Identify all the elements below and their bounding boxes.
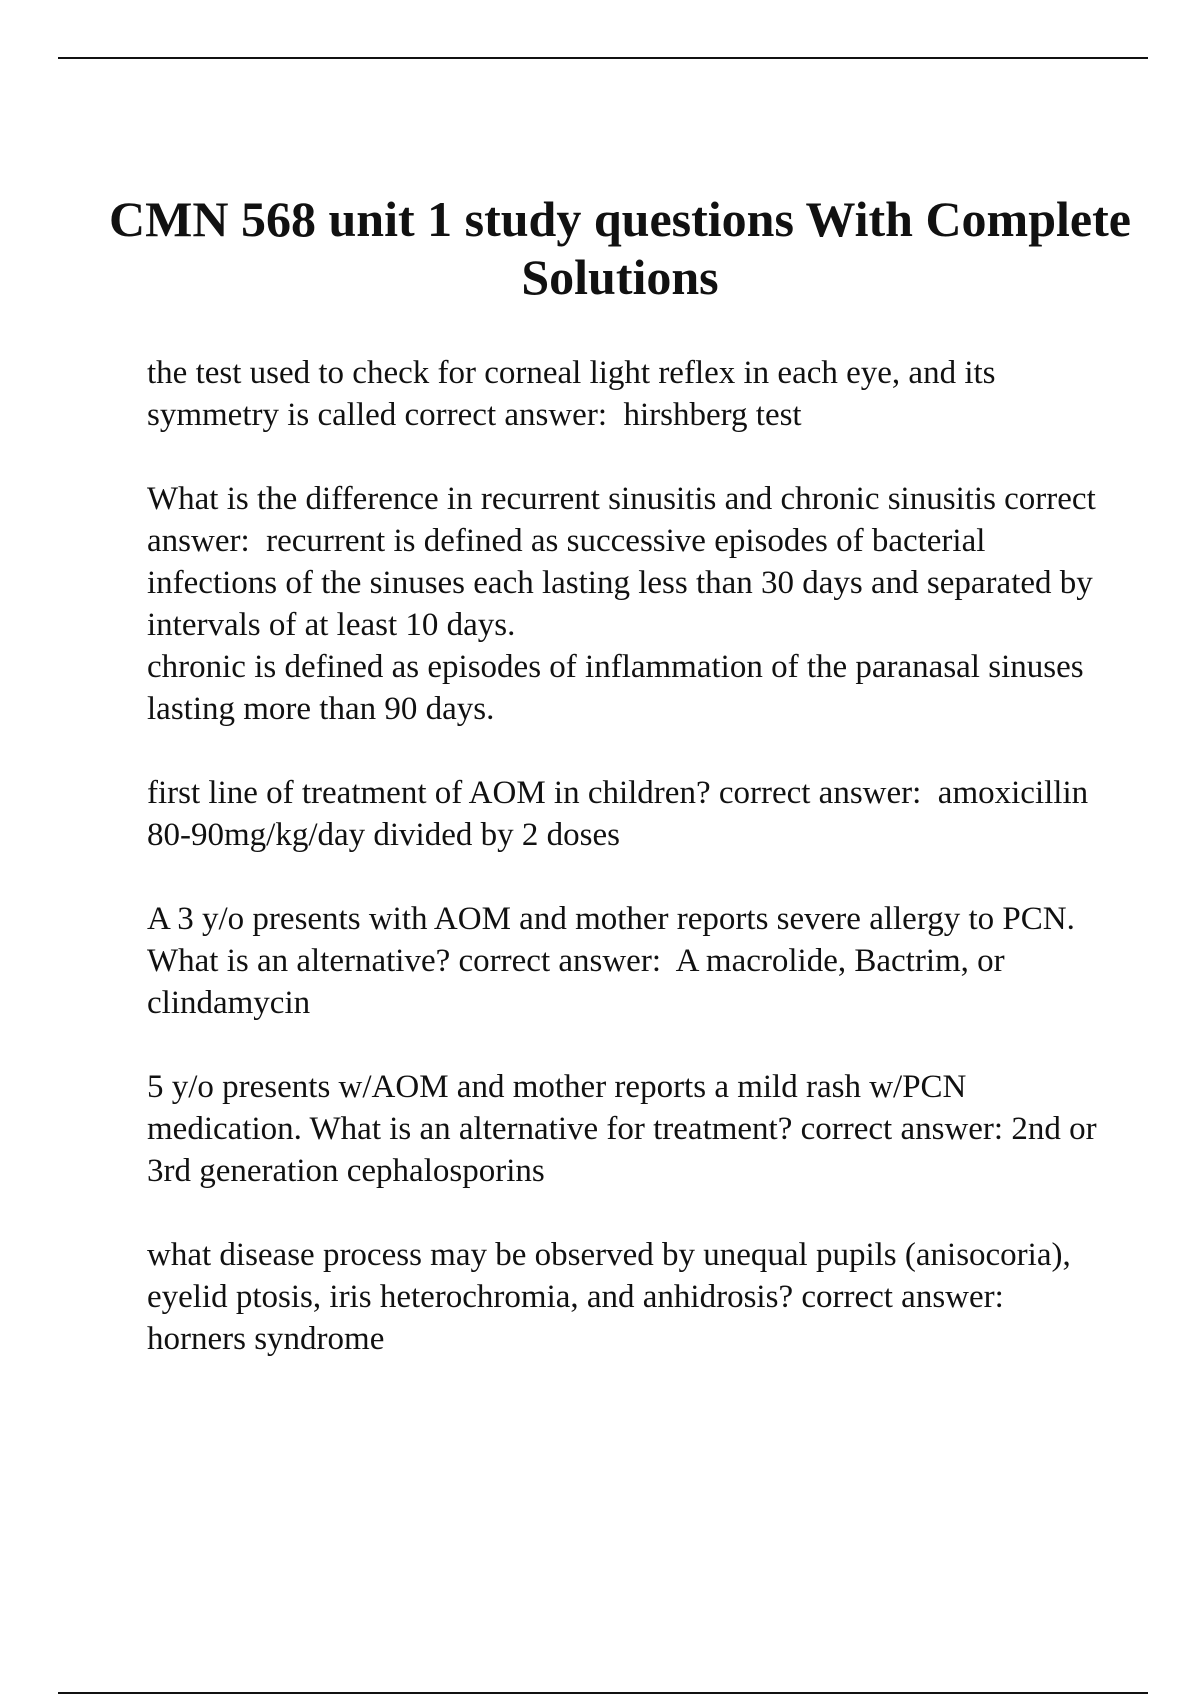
qa-item: 5 y/o presents w/AOM and mother reports a mild rash w/PCN medication. What is an alternative for treatment? correct answer: 2nd or 3rd generation cephalosporins bbox=[147, 1069, 1105, 1189]
document-body bbox=[147, 352, 1107, 1402]
qa-item: first line of treatment of AOM in children? correct answer: amoxicillin 80-90mg/kg/day divided by 2 doses bbox=[147, 775, 1097, 853]
qa-item: what disease process may be observed by unequal pupils (anisocoria), eyelid ptosis, iris heterochromia, and anhidrosis? correct answer: horners syndrome bbox=[147, 1237, 1079, 1357]
document-title: CMN 568 unit 1 study questions With Complete Solutions bbox=[109, 191, 1131, 305]
qa-item: A 3 y/o presents with AOM and mother reports severe allergy to PCN. What is an alternative? correct answer: A macrolide, Bactrim, or clindamycin bbox=[147, 901, 1083, 1021]
bottom-rule bbox=[58, 1692, 1148, 1694]
qa-item: What is the difference in recurrent sinusitis and chronic sinusitis correct answer: recurrent is defined as successive episodes of bacterial infections of the sinuses each lasting less than 30 days and separated by intervals of at least 10 days. chronic is defined as episodes of inflammation of the paranasal sinuses lasting more than 90 days. bbox=[147, 481, 1096, 727]
qa-item: the test used to check for corneal light reflex in each eye, and its symmetry is called correct answer: hirshberg test bbox=[147, 355, 1004, 433]
top-rule bbox=[58, 57, 1148, 59]
